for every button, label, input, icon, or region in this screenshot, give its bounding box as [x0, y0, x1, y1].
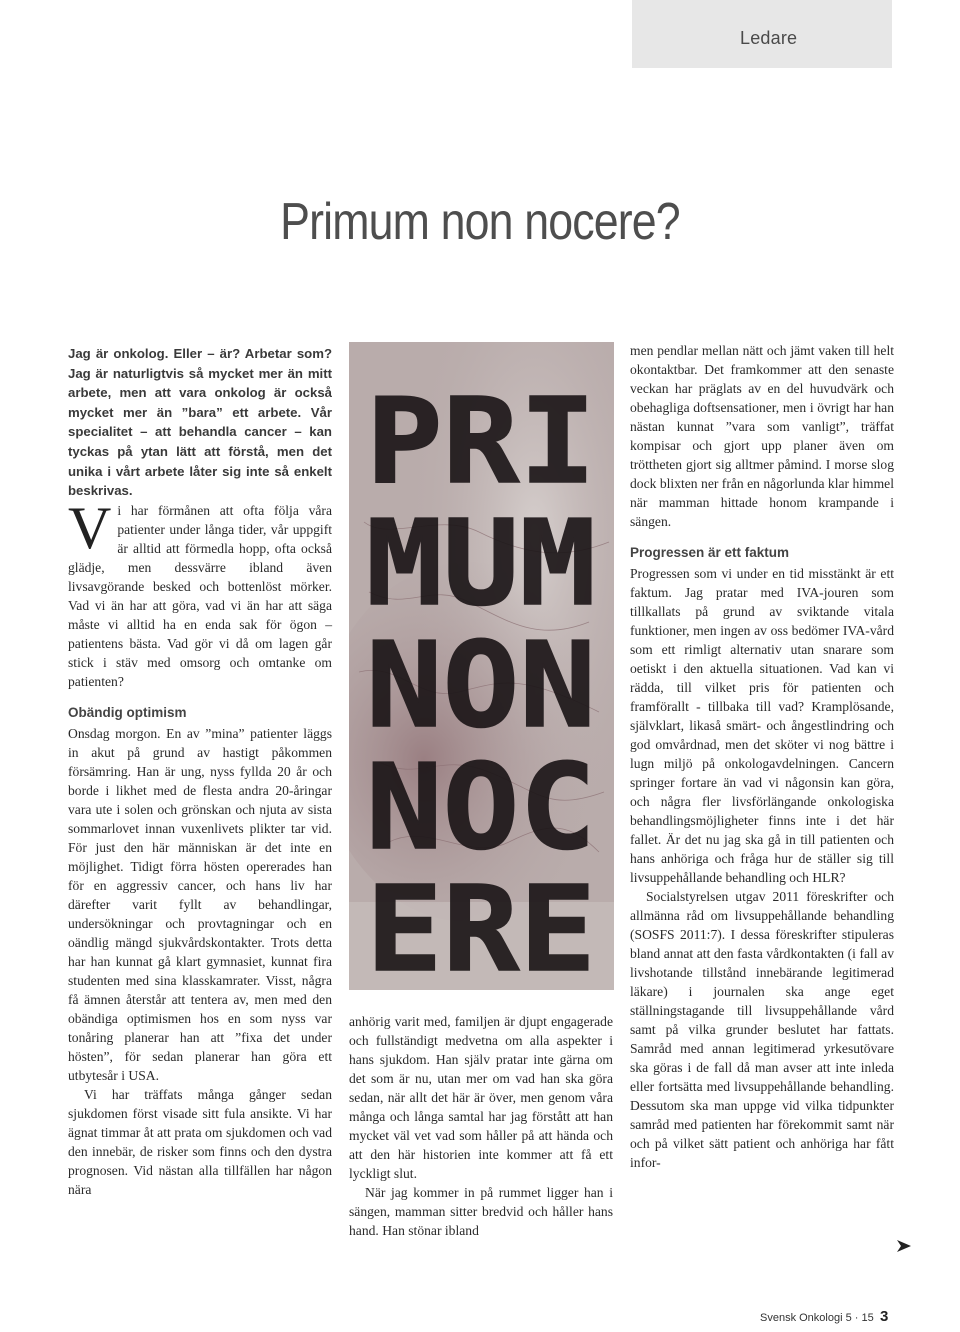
subheading-optimism: Obändig optimism: [68, 704, 187, 720]
artwork-line: MUM: [366, 494, 596, 632]
paragraph-intro: [68, 494, 332, 691]
paragraph-family: anhörig varit med, familjen är djupt engagerade och fullständigt medvetna om alla aspekter i hans sjukdom. Han själv pratar inte gärna om det som är nu, utan mer om vad han ska göra sedan, när allt det här är över, men genom våra många och långa samtal har jag förstått att han mycket väl vet vad som håller på att hända och att den här historien inte kommer att få ett lyckligt slut.: [349, 1014, 613, 1181]
artwork-line: NOC: [366, 738, 596, 876]
artwork-lettering: [349, 342, 614, 990]
artwork-line: NON: [366, 616, 596, 754]
artwork-image: [349, 342, 614, 990]
paragraph-meetings: Vi har träffats många gånger sedan sjukdomen först visade sitt fula ansikte. Vi har ägnat timmar åt att prata om sjukdomen och vad den innebär, de risker som finns och den dystra prognosen. Vid nästan alla tillfällen har någon nära: [68, 1086, 332, 1197]
page-title: Primum non nocere?: [280, 193, 680, 251]
paragraph-room: När jag kommer in på rummet ligger han i sängen, mamman sitter bredvid och håller hans hand. Han stönar ibland: [349, 1185, 613, 1238]
section-tab: [632, 0, 892, 68]
section-label: Ledare: [740, 28, 798, 48]
column-right: [630, 341, 894, 1172]
subheading-progress: Progressen är ett faktum: [630, 545, 790, 560]
journal-footer: Svensk Onkologi 5 · 15: [760, 1312, 874, 1324]
paragraph-optimism: Onsdag morgon. En av ”mina” patienter läggs in akut på grund av hastigt påkommen försämring. Han är ung, nyss fyllda 20 år och borde i likhet med de flesta andra 20-åringar vara ute i solen och grönskan och njuta av sista sommarlovet innan vuxenlivets plikter tar vid. För just den här människan är det inte en möjlighet. Tidigt förra hösten opererades han för en aggressiv cancer, och hans liv har därefter varit fyllt av behandlingar, undersökningar och provtagningar och en oändlig mängd sjukvårdskontakter. Trots detta har han kunnat gå klart gymnasiet, kunnat fira studenten med sina klasskamrater. Visst, några få ämnen återstår att tentera av, men med den obändiga optimismen hos en som nyss var tonåring planerar han att ”fixa det under hösten”, för sedan planerar han göra ett utbytesår i USA.: [68, 725, 332, 1083]
column-middle: [349, 1012, 613, 1240]
lead-paragraph: Jag är onkolog. Eller – är? Arbetar som? Jag är naturligtvis så mycket mer än mitt arbete, men att vara onkolog är också mycket mer än ”bara” ett arbete. Vår specialitet – att behandla cancer – kan tyckas på ytan lätt att förstå, men det unika i vårt arbete låter sig inte så enkelt beskrivas.: [68, 346, 332, 499]
drop-cap: V: [68, 494, 112, 561]
continue-arrow-icon: [896, 1238, 912, 1254]
paragraph-regulations: Socialstyrelsen utgav 2011 föreskrifter och allmänna råd om livsuppehållande behandling (SOSFS 2011:7). I dessa föreskrifter stipuleras bland annat att den fasta vårdkontakten (i fall av livshotande tillstånd innebärande legitimerad läkare) i journalen ska ange eget ställningstagande till livsuppehållande vård samt på vilka grunder beslutet har fattats. Samråd med annan legitimerad yrkesutövare ska göras i de fall då man avser att inte inleda eller fortsätta med livsuppehållande behandling. Dessutom ska man uppge vid vilka tidpunkter samråd med patienten har förekommit samt när och på vilket sätt patient och anhöriga har fått infor-: [630, 889, 894, 1170]
page-number: 3: [880, 1308, 889, 1325]
paragraph-symptoms: men pendlar mellan nätt och jämt vaken till helt okontaktbar. Det framkommer att den senaste veckan har präglats av en del huvudvärk och obehagliga doftsensationer, men i övrigt har han nästan kunnat ”vara som vanligt”, träffat kompisar och gjort upp planer även om tröttheten gjort sig alltmer påmind. I morse slog dock blixten ner från en någorlunda klar himmel när mamman hittade honom krampande i sängen.: [630, 343, 894, 529]
artwork-line: ERE: [366, 860, 596, 990]
paragraph-progress: Progressen som vi under en tid misstänkt är ett faktum. Jag pratar med IVA-jouren som tillkallats på grund av sviktande vitala funktioner, men ingen av oss bedömer IVA-vård som ett rimligt alternativ utan snarare som oetiskt i den aktuella situationen. Vad kan vi rädda, till vilket pris för patienten och framförallt - tillbaka till vad? Kramplösande, självklart, likaså smärt- och ångestlindring och god omvårdnad, men det sköter vi nog bättre i lugn miljö på onkologavdelningen. Cancern springer fortare än vad vi någonsin kan göra, och några fler livsförlängande onkologiska behandlingsmöjligheter finns inte i det här fallet. Är det nu jag ska gå in till patienten och hans anhöriga och fråga hur de ställer sig till livsuppehållande behandling och HLR?: [630, 566, 894, 885]
paragraph-intro-text: i har förmånen att ofta följa våra patienter under långa tider, vår uppgift är alltid att förmedla hopp, ofta också glädje, men dessvärre ibland även livsavgörande besked och bottenlöst mörker. Vad vi än har att göra, vad vi än har att säga måste vi alltid ha en enda sak för ögon – patientens bästa. Vad gör vi då om lagen går stick i stäv med omsorg och omtanke om patienten?: [68, 502, 332, 689]
column-left: [68, 344, 332, 1199]
artwork-line: PRI: [366, 372, 596, 510]
